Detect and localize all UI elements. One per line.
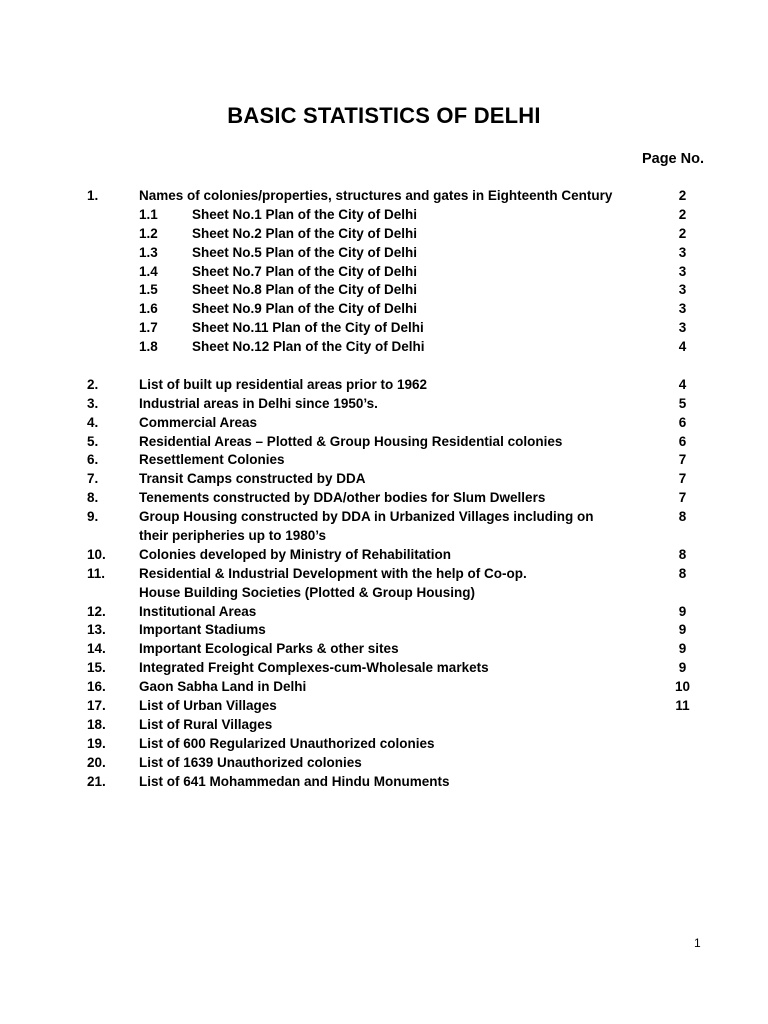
toc-page: 2 — [678, 188, 687, 203]
toc-title: Important Ecological Parks & other sites — [139, 641, 399, 657]
toc-subnumber: 1.3 — [139, 244, 158, 260]
toc-subtitle: Sheet No.2 Plan of the City of Delhi — [192, 225, 418, 241]
toc-row — [0, 678, 768, 697]
toc-subtitle: Sheet No.1 Plan of the City of Delhi — [192, 206, 418, 222]
toc-row — [0, 187, 768, 206]
toc-title: List of 641 Mohammedan and Hindu Monuments — [139, 773, 450, 789]
toc-title: Residential Areas – Plotted & Group Housing Residential colonies — [139, 433, 563, 449]
toc-subrow — [0, 244, 768, 263]
toc-subnumber: 1.6 — [139, 301, 158, 317]
toc-number: 17. — [87, 698, 106, 714]
toc-page: 7 — [678, 471, 687, 487]
toc-row — [0, 697, 768, 716]
toc-title: their peripheries up to 1980’s — [139, 528, 327, 544]
toc-page: 3 — [678, 244, 687, 260]
toc-page: 3 — [678, 320, 687, 336]
toc-number: 2. — [87, 376, 99, 392]
toc-row — [0, 565, 768, 584]
toc-title: Gaon Sabha Land in Delhi — [139, 679, 307, 695]
toc-number: 15. — [87, 660, 106, 676]
toc-subrow — [0, 263, 768, 282]
toc-subtitle: Sheet No.5 Plan of the City of Delhi — [192, 244, 418, 260]
toc-title: Colonies developed by Ministry of Rehabilitation — [139, 546, 452, 562]
toc-subtitle: Sheet No.9 Plan of the City of Delhi — [192, 301, 418, 317]
toc-row — [0, 621, 768, 640]
toc-title: Group Housing constructed by DDA in Urbanized Villages including on — [139, 509, 594, 525]
table-of-contents — [0, 187, 768, 792]
toc-title: Transit Camps constructed by DDA — [139, 471, 366, 487]
toc-page: 3 — [678, 301, 687, 317]
toc-subtitle: Sheet No.11 Plan of the City of Delhi — [192, 320, 424, 336]
toc-page: 8 — [678, 565, 687, 581]
toc-title: Names of colonies/properties, structures and gates in Eighteenth Century — [139, 188, 613, 203]
toc-number: 1. — [87, 188, 99, 203]
toc-number: 8. — [87, 490, 99, 506]
toc-subtitle: Sheet No.7 Plan of the City of Delhi — [192, 263, 418, 279]
toc-title: House Building Societies (Plotted & Group Housing) — [139, 584, 476, 600]
toc-page: 9 — [678, 622, 687, 638]
document-title: BASIC STATISTICS OF DELHI — [227, 103, 541, 128]
toc-subrow — [0, 319, 768, 338]
toc-number: 19. — [87, 735, 106, 751]
toc-page: 10 — [674, 679, 691, 695]
toc-page: 6 — [678, 414, 687, 430]
toc-title: List of 1639 Unauthorized colonies — [139, 754, 362, 770]
toc-subtitle: Sheet No.12 Plan of the City of Delhi — [192, 339, 425, 355]
toc-page: 2 — [678, 225, 687, 241]
toc-row — [0, 659, 768, 678]
toc-number: 21. — [87, 773, 106, 789]
toc-title: List of Urban Villages — [139, 698, 277, 714]
toc-row — [0, 773, 768, 792]
toc-row — [0, 451, 768, 470]
toc-number: 7. — [87, 471, 99, 487]
toc-row — [0, 640, 768, 659]
toc-row — [0, 754, 768, 773]
toc-subnumber: 1.5 — [139, 282, 158, 298]
toc-subrow — [0, 300, 768, 319]
toc-number: 10. — [87, 546, 106, 562]
toc-row-continuation — [0, 527, 768, 546]
toc-title: Tenements constructed by DDA/other bodies for Slum Dwellers — [139, 490, 546, 506]
toc-title: Institutional Areas — [139, 603, 257, 619]
toc-number: 3. — [87, 395, 99, 411]
toc-row — [0, 395, 768, 414]
toc-number: 4. — [87, 414, 99, 430]
toc-row-continuation — [0, 584, 768, 603]
section-gap — [0, 357, 768, 376]
toc-title: Industrial areas in Delhi since 1950’s. — [139, 395, 378, 411]
toc-title: List of 600 Regularized Unauthorized colonies — [139, 735, 435, 751]
toc-page: 3 — [678, 263, 687, 279]
toc-title: Resettlement Colonies — [139, 452, 285, 468]
toc-row — [0, 546, 768, 565]
toc-title: Residential & Industrial Development with the help of Co-op. — [139, 565, 527, 581]
toc-subtitle: Sheet No.8 Plan of the City of Delhi — [192, 282, 418, 298]
toc-number: 12. — [87, 603, 106, 619]
toc-page: 5 — [678, 395, 687, 411]
toc-subnumber: 1.7 — [139, 320, 158, 336]
toc-row — [0, 414, 768, 433]
toc-number: 16. — [87, 679, 106, 695]
toc-title: Important Stadiums — [139, 622, 266, 638]
toc-page: 7 — [678, 490, 687, 506]
toc-number: 13. — [87, 622, 106, 638]
toc-page: 4 — [678, 376, 687, 392]
toc-number: 6. — [87, 452, 99, 468]
toc-row — [0, 470, 768, 489]
toc-number: 20. — [87, 754, 106, 770]
toc-subnumber: 1.4 — [139, 263, 158, 279]
toc-number: 5. — [87, 433, 99, 449]
toc-page: 8 — [678, 509, 687, 525]
toc-row — [0, 603, 768, 622]
toc-number: 9. — [87, 509, 99, 525]
toc-row — [0, 489, 768, 508]
toc-subnumber: 1.1 — [139, 206, 158, 222]
toc-title: List of built up residential areas prior to 1962 — [139, 376, 428, 392]
toc-page: 11 — [675, 698, 690, 714]
toc-title: Integrated Freight Complexes-cum-Wholesale markets — [139, 660, 489, 676]
toc-row — [0, 376, 768, 395]
toc-page: 9 — [678, 641, 687, 657]
toc-row — [0, 735, 768, 754]
toc-number: 18. — [87, 716, 106, 732]
toc-page: 9 — [678, 603, 687, 619]
toc-page: 2 — [678, 206, 687, 222]
toc-title: List of Rural Villages — [139, 716, 273, 732]
toc-number: 14. — [87, 641, 106, 657]
toc-subnumber: 1.8 — [139, 339, 158, 355]
toc-title: Commercial Areas — [139, 414, 258, 430]
footer-page-number: 1 — [694, 936, 701, 950]
toc-row — [0, 716, 768, 735]
toc-subrow — [0, 206, 768, 225]
toc-row — [0, 508, 768, 527]
toc-page: 6 — [678, 433, 687, 449]
toc-subnumber: 1.2 — [139, 225, 158, 241]
toc-page: 7 — [678, 452, 687, 468]
page-no-header: Page No. — [641, 151, 704, 167]
toc-subrow — [0, 281, 768, 300]
toc-number: 11. — [87, 565, 106, 581]
toc-subrow — [0, 225, 768, 244]
toc-page: 3 — [678, 282, 687, 298]
toc-row — [0, 433, 768, 452]
toc-subrow — [0, 338, 768, 357]
toc-page: 8 — [678, 546, 687, 562]
toc-page: 4 — [678, 339, 687, 355]
toc-page: 9 — [678, 660, 687, 676]
